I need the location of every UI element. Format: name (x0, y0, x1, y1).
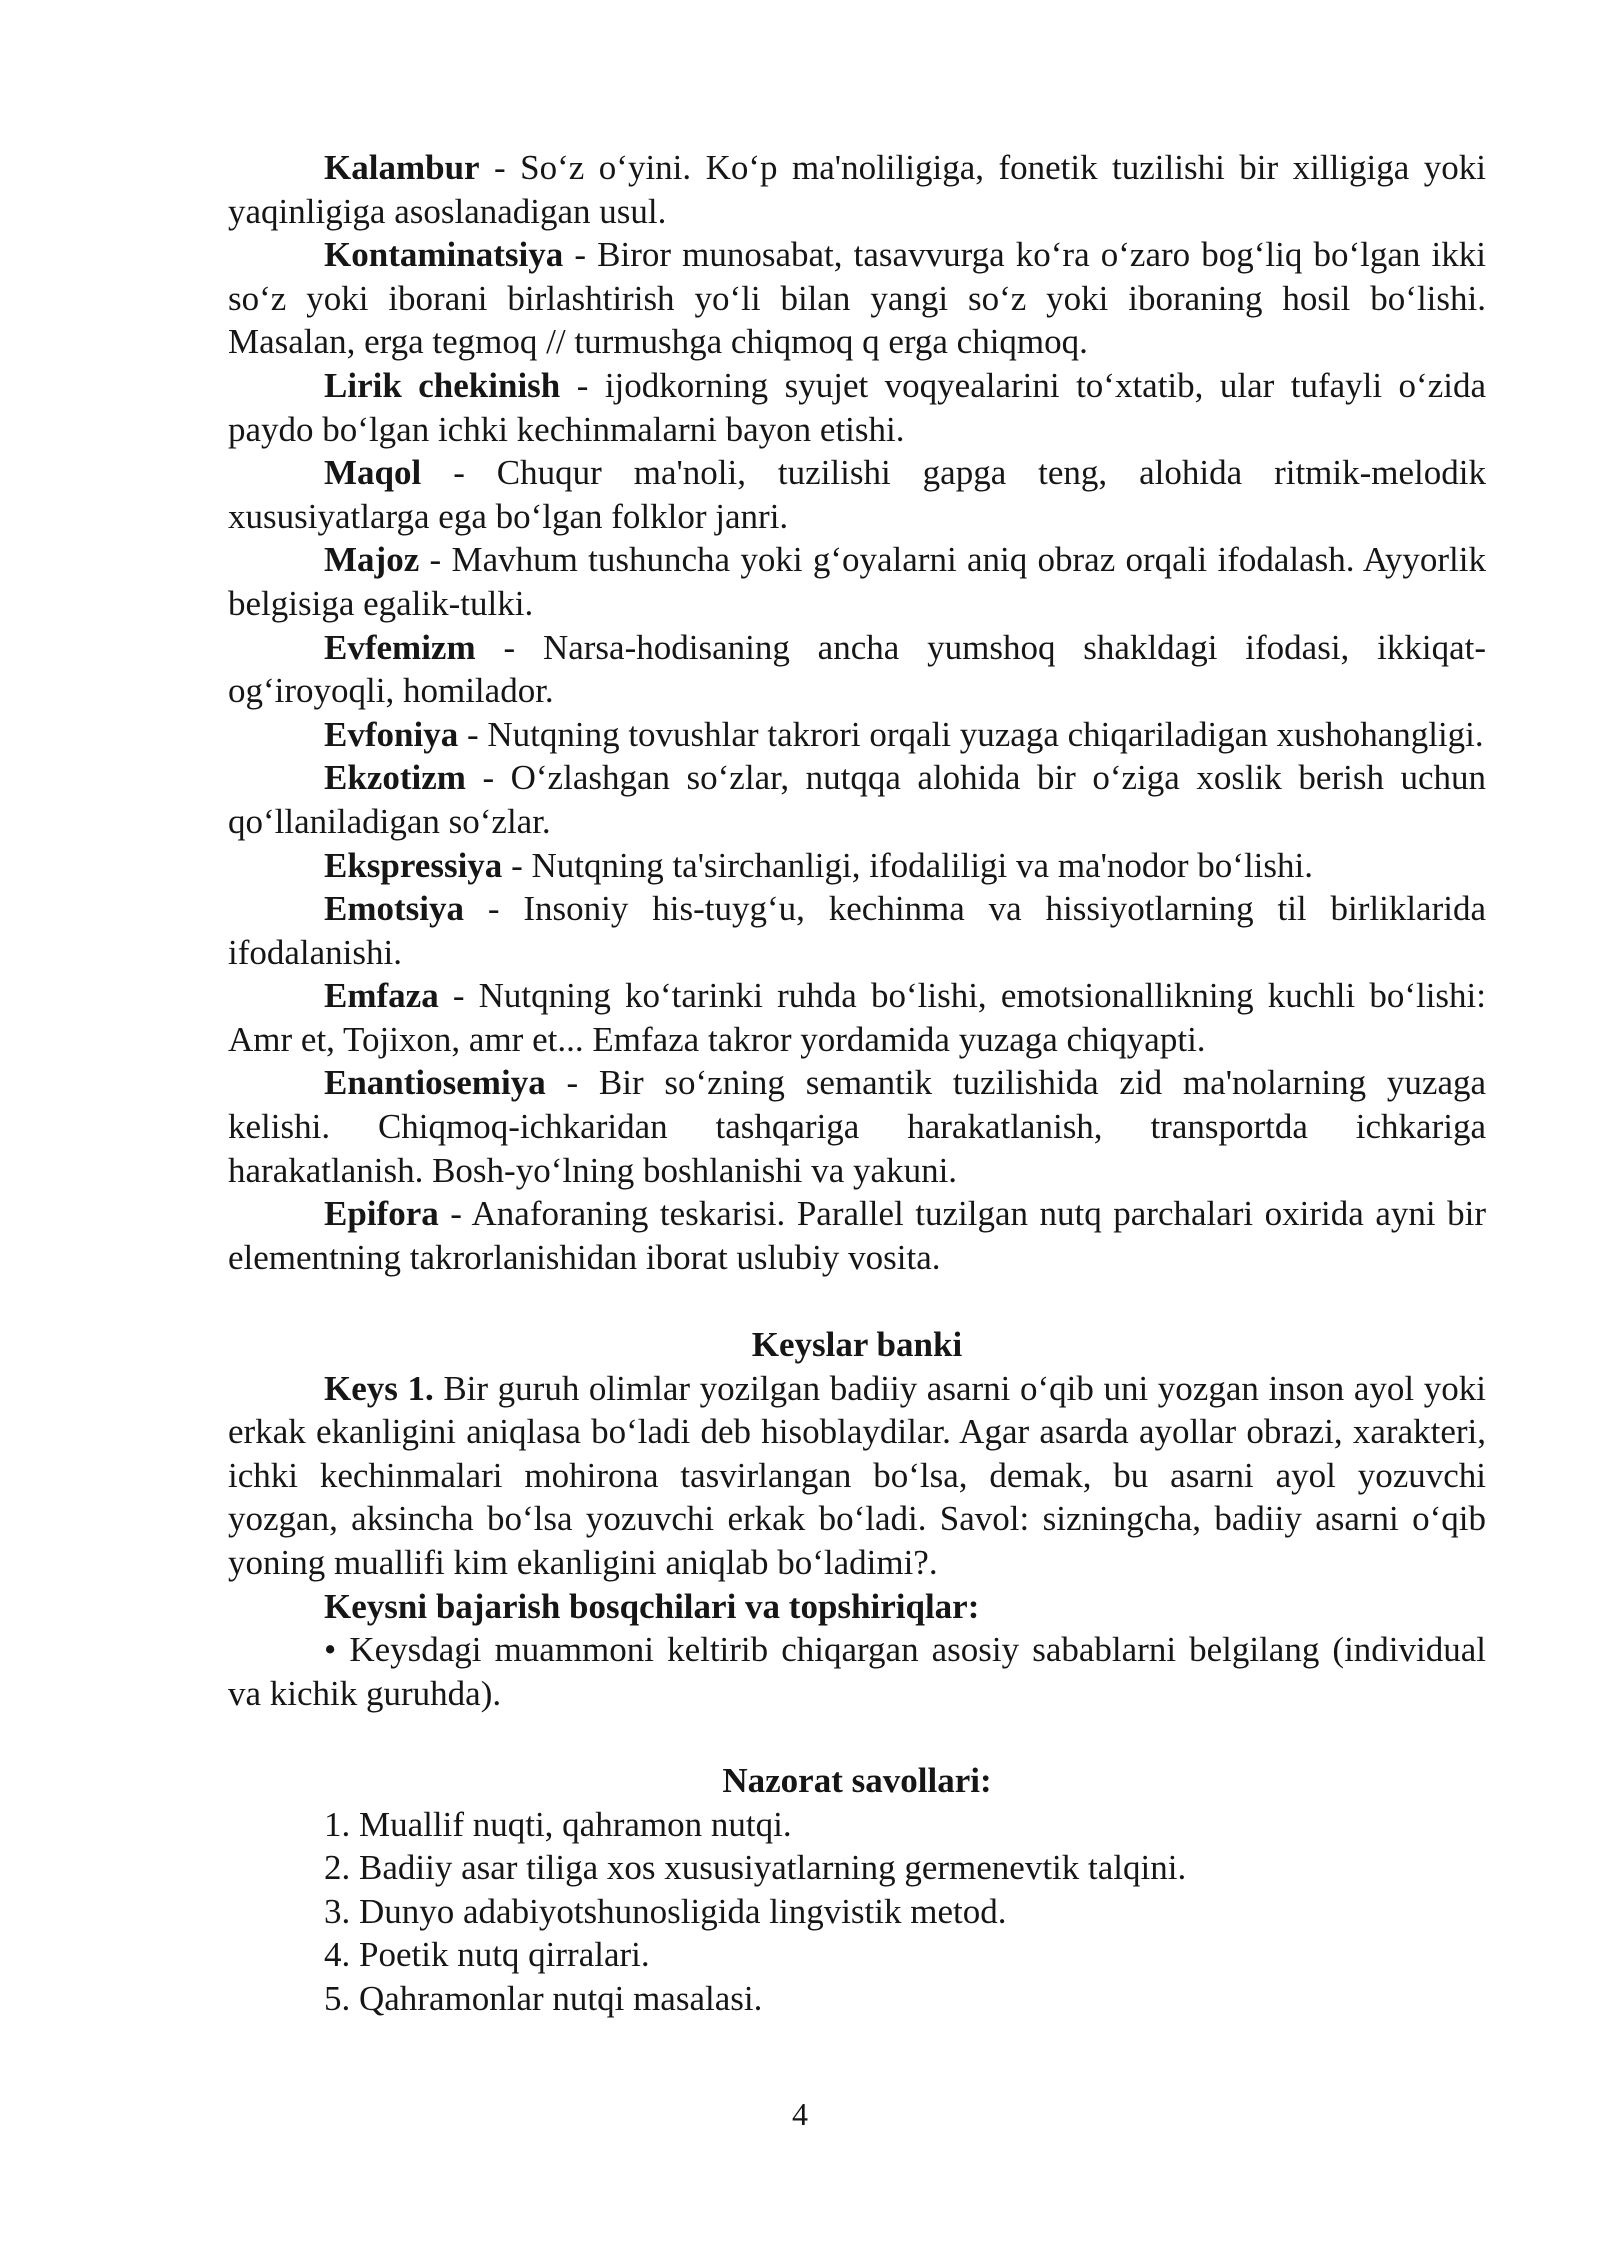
page-number: 4 (792, 2096, 808, 2132)
glossary-entry-maqol (228, 451, 1486, 538)
glossary-entry-enantiosemiya (228, 1061, 1486, 1192)
glossary-definition: - Nutqning ta'sirchanligi, ifodaliligi va ma'nodor bo‘lishi. (511, 845, 1313, 885)
case-1 (228, 1367, 1486, 1585)
glossary-definition: - O‘zlashgan so‘zlar, nutqqa alohida bir o‘ziga xoslik berish uchun qo‘llaniladigan so‘zlar. (228, 758, 1487, 841)
case-1-label: Keys 1. (324, 1368, 434, 1408)
glossary-term: Evfoniya (324, 714, 459, 754)
questions-section (228, 1759, 1486, 2021)
question-item: 3. Dunyo adabiyotshunosligida lingvistik metod. (324, 1891, 1007, 1931)
glossary-term: Emfaza (324, 976, 439, 1016)
glossary-entry-ekspressiya (228, 844, 1486, 888)
glossary-definition: - Nutqning ko‘tarinki ruhda bo‘lishi, emotsionallikning kuchli bo‘lishi: Amr et, Tojixon, amr et... Emfaza takror yordamida yuzaga chiqyapti. (228, 976, 1486, 1059)
glossary-entry-epifora (228, 1192, 1486, 1279)
glossary-entry-evfemizm (228, 626, 1486, 713)
section-spacer (228, 1715, 1486, 1759)
glossary-entry-majoz (228, 538, 1486, 625)
glossary-entry-emotsiya (228, 887, 1486, 974)
glossary-term: Ekzotizm (324, 758, 466, 798)
glossary-definition: - Bir so‘zning semantik tuzilishida zid ma'nolarning yuzaga kelishi. Chiqmoq-ichkaridan tashqariga harakatlanish, transportda ichkariga harakatlanish. Bosh-yo‘lning boshlanishi va yakuni. (228, 1063, 1487, 1190)
glossary-term: Kontaminatsiya (324, 235, 564, 275)
glossary-entry-emfaza (228, 974, 1486, 1061)
case-steps-heading: Keysni bajarish bosqchilari va topshiriqlar: (324, 1586, 980, 1626)
glossary-definition: - Chuqur ma'noli, tuzilishi gapga teng, alohida ritmik-melodik xususiyatlarga ega bo‘lgan folklor janri. (228, 453, 1486, 536)
case-1-text: Bir guruh olimlar yozilgan badiiy asarni o‘qib uni yozgan inson ayol yoki erkak ekanligini aniqlasa bo‘ladi deb hisoblaydilar. Agar asarda ayollar obrazi, xarakteri, ichki kechinmalari mohirona tasvirlangan bo‘lsa, demak, bu asarni ayol yozuvchi yozgan, aksincha bo‘lsa yozuvchi erkak bo‘ladi. Savol: sizningcha, badiiy asarni o‘qib yoning muallifi kim ekanligini aniqlab bo‘ladimi?. (228, 1368, 1486, 1582)
glossary-definition: - Anaforaning teskarisi. Parallel tuzilgan nutq parchalari oxirida ayni bir elementning takrorlanishidan iborat uslubiy vosita. (228, 1194, 1487, 1277)
glossary-term: Majoz (324, 540, 420, 580)
glossary-section (228, 146, 1486, 1279)
questions-heading: Nazorat savollari: (722, 1760, 992, 1800)
glossary-definition: - Nutqning tovushlar takrori orqali yuzaga chiqariladigan xushohangligi. (466, 714, 1484, 754)
glossary-term: Maqol (324, 453, 422, 493)
glossary-term: Emotsiya (324, 889, 464, 929)
cases-heading: Keyslar banki (751, 1325, 963, 1365)
glossary-entry-lirik-chekinish (228, 364, 1486, 451)
question-item: 2. Badiiy asar tiliga xos xususiyatlarning germenevtik talqini. (324, 1848, 1187, 1888)
glossary-entry-evfoniya (228, 713, 1486, 757)
glossary-definition: - So‘z o‘yini. Ko‘p ma'noliligiga, fonetik tuzilishi bir xilligiga yoki yaqinligiga asoslanadigan usul. (228, 148, 1486, 231)
glossary-term: Lirik chekinish (324, 365, 561, 405)
glossary-term: Evfemizm (324, 627, 476, 667)
glossary-definition: - Biror munosabat, tasavvurga ko‘ra o‘zaro bog‘liq bo‘lgan ikki so‘z yoki iborani birlashtirish yo‘li bilan yangi so‘z yoki iboraning hosil bo‘lishi. Masalan, erga tegmoq // turmushga chiqmoq q erga chiqmoq. (228, 235, 1486, 362)
glossary-definition: - Insoniy his-tuyg‘u, kechinma va hissiyotlarning til birliklarida ifodalanishi. (228, 889, 1487, 972)
glossary-term: Epifora (324, 1194, 439, 1234)
question-item: 1. Muallif nuqti, qahramon nutqi. (324, 1804, 792, 1844)
glossary-term: Ekspressiya (324, 845, 503, 885)
glossary-entry-ekzotizm (228, 756, 1486, 843)
document-page (228, 146, 1486, 2021)
glossary-term: Enantiosemiya (324, 1063, 546, 1103)
glossary-term: Kalambur (324, 148, 480, 187)
section-spacer (228, 1279, 1486, 1323)
glossary-entry-kalambur (228, 146, 1486, 233)
question-item: 4. Poetik nutq qirralari. (324, 1935, 650, 1975)
case-step-1: • Keysdagi muammoni keltirib chiqargan asosiy sabablarni belgilang (individual va kichik guruhda). (228, 1630, 1486, 1713)
question-item: 5. Qahramonlar nutqi masalasi. (324, 1978, 763, 2018)
glossary-definition: - Narsa-hodisaning ancha yumshoq shakldagi ifodasi, ikkiqat-og‘iroyoqli, homilador. (228, 627, 1486, 711)
glossary-definition: - ijodkorning syujet voqyealarini to‘xtatib, ular tufayli o‘zida paydo bo‘lgan ichki kechinmalarni bayon etishi. (228, 365, 1486, 449)
glossary-definition: - Mavhum tushuncha yoki g‘oyalarni aniq obraz orqali ifodalash. Ayyorlik belgisiga egalik-tulki. (228, 540, 1487, 623)
glossary-entry-kontaminatsiya (228, 233, 1486, 364)
cases-section (228, 1323, 1486, 1715)
